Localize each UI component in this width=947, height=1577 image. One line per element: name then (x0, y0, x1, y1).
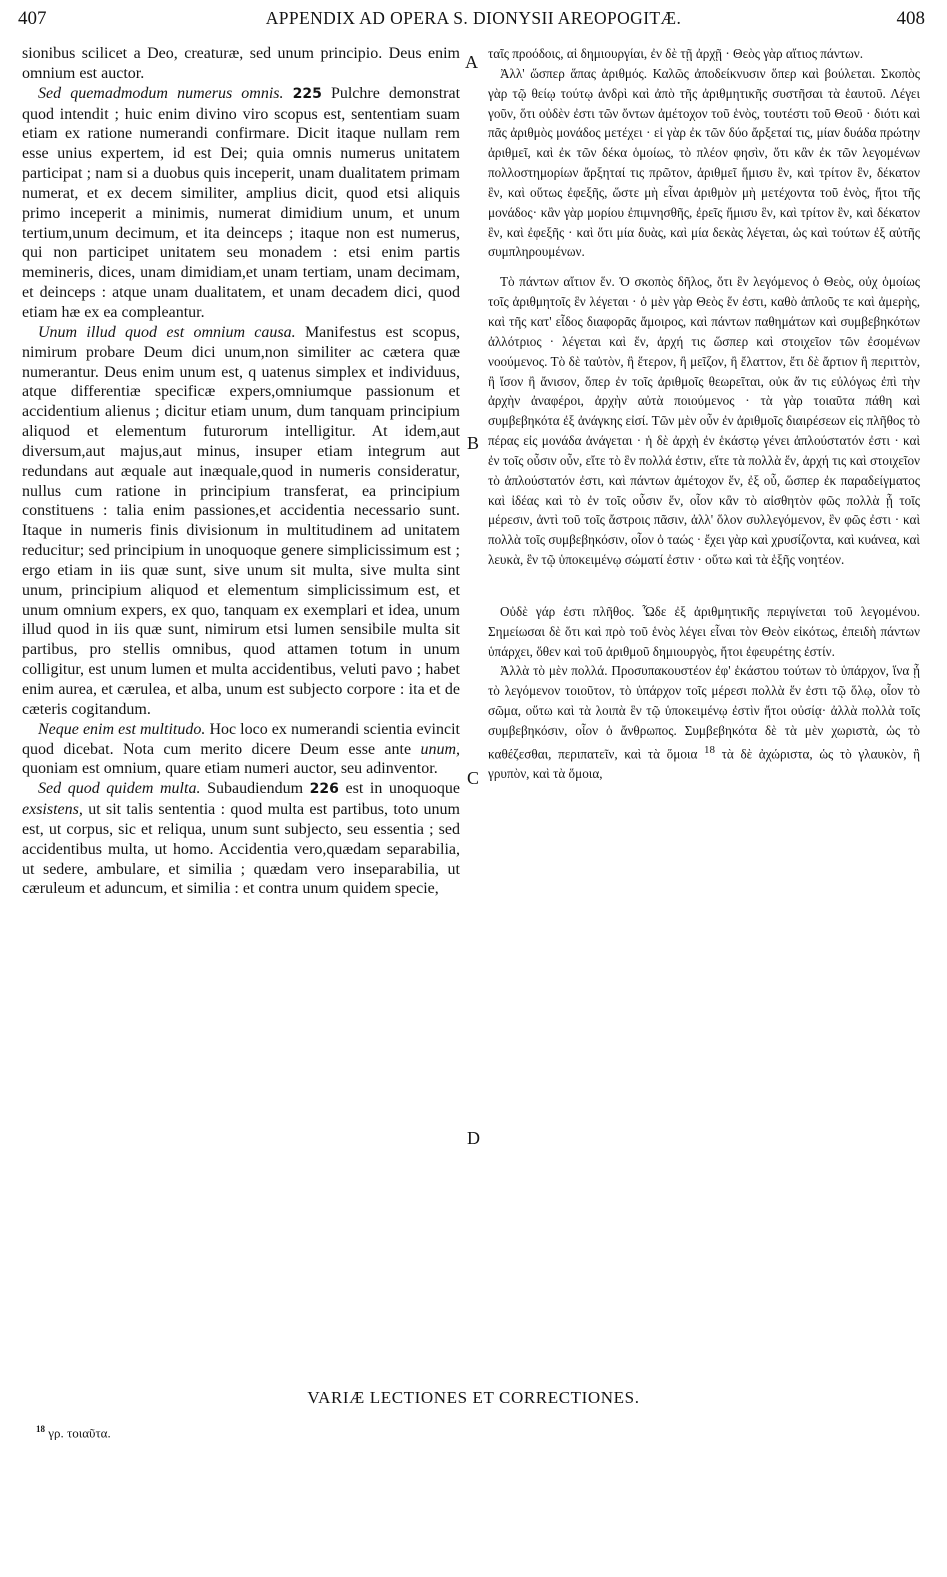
footnote-ref: 18 (704, 743, 715, 756)
greek-paragraph: Ἀλλ' ὥσπερ ἅπας ἀριθμός. Καλῶς ἀποδείκνυσιν ὅπερ καὶ βούλεται. Σκοπὸς γὰρ τῷ θείῳ τούτῳ ἀνδρὶ καὶ ἀπὸ τῆς ἀριθμητικῆς συστῆσαι τὰ ἑαυτοῦ. Λέγει γοῦν, ὅτι οὐδὲν ἐστι τῶν ὄντων ἀμέτοχον τοῦ ἑνὸς, τουτέστι τοῦ Θεοῦ · διότι καὶ πᾶς ἀριθμὸς μονάδος μετέχει · εἰ γὰρ ἐκ τῶν δύο ἄρξεταί τις, μίαν δυάδα πρώτην ἀριθμεῖ, καὶ ἐκ τῶν δέκα ὁμοίως, τὸ πλέον φησὶν, ὅτι κἂν ἐκ τῶν λεγομένων πολλοστημορίων ἄρξηταί τις πρῶτον, ἀριθμεῖ ἥμισυ ἓν, καὶ τρίτον ἓν, δέκατον ἓν, καὶ οὕτως ἐφεξῆς, ὥστε μὴ εἶναι ἀριθμὸν μὴ μετέχοντα τοῦ ἑνὸς, ἤτοι τῆς μονάδος· κἂν γὰρ μορίου ἐπιμνησθῆς, ἐρεῖς ἥμισυ ἓν, καὶ τρίτον ἓν, καὶ δέκατον ἓν, καὶ ἐφεξῆς · καὶ ὅτι μία δυὰς, καὶ μία δεκὰς λέγεται, ὡς καὶ τούτων ἐξ αὐτῆς συμπληρουμένων. (488, 65, 920, 260)
margin-letter-a: A (465, 52, 478, 72)
page-number-left: 407 (18, 8, 47, 29)
greek-paragraph: Οὐδὲ γάρ ἐστι πλῆθος. Ὧδε ἐξ ἀριθμητικῆς περιγίνεται τοῦ λεγομένου. Σημείωσαι δὲ ὅτι καὶ πρὸ τοῦ ἑνὸς λέγει εἶναι τὸν Θεὸν εἰκότως, ἐπειδὴ πάντων ὑπάρχει, ὅθεν καὶ τοῦ ἀριθμοῦ δημιουργὸς, ἤτοι ἐφευρέτης ἐστίν. (488, 603, 920, 659)
paragraph-text: Subaudiendum (207, 780, 304, 798)
lemma: Neque enim est multitudo. (38, 720, 206, 738)
latin-paragraph (22, 84, 460, 323)
paragraph-text: Pulchre demonstrat quod intendit ; huic enim divino viro scopus est, sententiam suam etiam ex ratione numerandi confirmare. Dicit itaque nullam rem esse unius expertem, id est Dei; quia omnis numerus unitatem participat ; nam si a duobus quis inceperit, unam dualitatem primam numerat, et ex decem similiter, amplius dicit, quod etsi aliquis primo inceperit a minimis, numerat dimidium unum, et unum tertium,unum decimum, et ita deinceps ; itaque non est numerus, qui non participet unitatem seu monadem : etsi enim partis memineris, dices, unam dimidiam,et unam tertiam, unam decimam, et deinceps : atque unam dualitatem, et unam decadem dici, quod etiam hæ ex ea compleantur. (22, 84, 461, 321)
section-number: 226 (309, 781, 339, 798)
latin-paragraph (22, 720, 460, 780)
emphasis: exsistens, (22, 801, 83, 819)
paragraph-text: Manifestus est scopus, nimirum probare Deum dici unum,non similiter ac cætera quæ numerantur. Deus enim unum est, q uatenus simplex et individuus, atque differentiæ specificæ expers,omniumque passionum et accidentium alienus ; dicitur etiam unum, dum tanquam principium aliquod et elementum futurorum intelligitur. At idem,aut diversum,aut majus,aut minus, insuper etiam integrum aut redundans aut æquale aut inæquale,quod in numeris consideratur, nullus cum ratione in principium transferat, ea principium constituens : talia enim passiones,et accidentia necessario sunt. Itaque in numeris finis divisionum in multitudinem ad unitatem reducitur; sed principium in unoquoque genere simplicissimum est ; ergo etiam in iis quæ sunt, sive unum sit multa, sive multa sint unum, principium aliquod et elementum simplicissimum est, et unum omnium expers, ex quo, tanquam ex exemplari et idea, unum illud quod in iis quæ sunt, nimirum etsi lumen sensibile multa sit partibus, pro stellis omnibus, quod attamen totum in unum colligitur, est unum lumen et multa accidentibus, veluti pavo ; habet enim aurea, et cærulea, et alba, unum est subjecto corpore : ita et de cæteris cogitandum. (22, 323, 460, 718)
paragraph-text: Hoc loco ex numerandi scientia evincit quod dicebat. Nota cum merito dicere Deum esse ante (22, 720, 460, 758)
running-header (0, 0, 947, 40)
paragraph-text: quoniam est omnium, quare etiam numeri auctor, seu adinventor. (22, 760, 438, 778)
margin-letter-c: C (467, 768, 480, 788)
margin-letter-b: B (467, 433, 480, 453)
greek-paragraph: Τὸ πάντων αἴτιον ἕν. Ὁ σκοπὸς δῆλος, ὅτι ἓν λεγόμενος ὁ Θεὸς, οὐχ ὁμοίως τοῖς ἀριθμητοῖς ἓν λέγεται · ὁ μὲν γὰρ Θεὸς ἕν ἐστι, καθὸ ἁπλοῦς τε καὶ ἀμερὴς, καὶ τῆς κατ' εἶδος διαφορᾶς ἄμοιρος, καὶ πάντων παθημάτων καὶ συμβεβηκότων ἀλλότριος · λέγεται καὶ ἕν, ἀρχή τις ὥσπερ καὶ στοιχεῖον τῶν ἐσομένων νοούμενος. Τὸ δὲ ταὐτὸν, ἢ ἕτερον, ἢ μεῖζον, ἢ ἔλαττον, ἔτι δὲ ἄρτιον ἢ περιττὸν, ἢ ἴσον ἢ ἄνισον, ὅπερ ἐν τοῖς ἀριθμοῖς θεωρεῖται, οὐκ ἄν τις εὐλόγως ἐπὶ τὴν ἀρχὴν ἀναφέροι, ἀρχὴν αὐτὰ ποιούμενος · τὰ γὰρ τοιαῦτα πάθη καὶ συμβεβηκότα ἐξ ἀνάγκης εἰσί. Τῶν μὲν οὖν ἐν ἀριθμοῖς διαιρέσεων εἰς πλῆθος τὸ πέρας εἰς μονάδα ἀνάγεται · ἡ δὲ ἀρχὴ ἐν ἑκάστῳ γένει ἁπλούστατόν ἐστι · καὶ ἐν τοῖς οὖσιν οὖν, εἴτε τὸ ἓν πολλά ἐστιν, εἴτε τὰ πολλὰ ἕν, ἀρχή τις καὶ στοιχεῖον τὸ ἁπλούστατόν ἐστι, καὶ πάντων ἀμέτοχον ἕν, ἐξ οὗ, ὥσπερ ἐκ παραδείγματος καὶ ἰδέας καὶ τὸ ἐν τοῖς οὖσιν ἕν, οἷον κἂν τὸ αἰσθητὸν φῶς πολλὰ ᾖ τοῖς μέρεσιν, ἀντὶ τοῦ τοῖς ἄστροις πᾶσιν, ἀλλ' ὅλον συλλεγόμενον, ἓν φῶς ἐστι · καὶ πολλὰ τοῖς συμβεβηκόσιν, οἷον ὁ ταώς · ἔχει γὰρ καὶ χρυσίζοντα, καὶ κυάνεα, καὶ λευκὰ, ἓν τῷ ὑποκειμένῳ σώματί ἐστιν · οὕτω καὶ τὰ ἑξῆς νοητέον. (488, 274, 920, 568)
lemma: Unum illud quod est omnium causa. (38, 323, 296, 341)
latin-paragraph (22, 779, 460, 899)
lemma: Sed quemadmodum numerus omnis. (38, 84, 284, 102)
footnote-number: 18 (36, 1424, 45, 1434)
running-title: APPENDIX AD OPERA S. DIONYSII AREOPOGITÆ. (265, 8, 682, 28)
paragraph-text: est in unoquoque (345, 780, 461, 798)
emphasis: unum, (420, 740, 461, 758)
section-number: 225 (292, 85, 322, 102)
paragraph-text: ut sit talis sententia : quod multa est partibus, toto unum est, ut corpus, sic et reliqua, unum sunt subjecto, seu essentia ; sed accidentibus multa, ut homo. Accidentia vero,quædam separabilia, ut sedere, ambulare, et similia ; quædam vero inseparabilia, ut cæruleum et aduncum, et similia : et contra unum quidem specie, (22, 801, 461, 898)
page-number-right: 408 (896, 8, 925, 29)
lemma: Sed quod quidem multa. (38, 780, 201, 798)
paragraph-gap (488, 570, 920, 602)
footnote-text: γρ. τοιαῦτα. (48, 1425, 111, 1441)
paragraph-text: τὰ δὲ ἀχώριστα, ὡς τὸ γλαυκὸν, ἢ γρυπὸν, καὶ τὰ ὅμοια, (488, 746, 921, 782)
greek-paragraph: ταῖς προόδοις, αἱ δημιουργίαι, ἐν δὲ τῇ ἀρχῇ · Θεὸς γὰρ αἴτιος πάντων. (488, 46, 864, 61)
latin-paragraph (22, 323, 460, 720)
paragraph-text: Ἀλλὰ τὸ μὲν πολλά. Προσυπακουστέον ἐφ' ἑκάστου τούτων τὸ ὑπάρχον, ἵνα ᾖ τὸ λεγόμενον τοιοῦτον, τὸ ὑπάρχον τοῖς μέρεσι πολλὰ ἕν ἐστι τῷ ὅλῳ, οἷον τὸ σῶμα, οὕτω καὶ τὰ λοιπὰ ἓν τῷ ὑποκειμένῳ ἐστὶν ἤτοι οὐσίᾳ· ἀλλὰ πολλὰ τοῖς συμβεβηκόσιν, οἷον ὁ ἄνθρωπος. Συμβεβηκότα δὲ τὰ μὲν χωριστὰ, ὡς τὸ καθέζεσθαι, περιπατεῖν, καὶ τὰ ὅμοια (488, 663, 920, 762)
latin-column (22, 44, 460, 899)
latin-paragraph: sionibus scilicet a Deo, creaturæ, sed unum principio. Deus enim omnium est auctor. (22, 45, 460, 82)
margin-letter-d: D (467, 1128, 480, 1148)
paragraph-gap (488, 262, 920, 272)
footnote (36, 1424, 111, 1441)
greek-column (488, 44, 920, 784)
greek-paragraph (488, 661, 920, 783)
variae-lectiones-heading: VARIÆ LECTIONES ET CORRECTIONES. (307, 1388, 640, 1407)
